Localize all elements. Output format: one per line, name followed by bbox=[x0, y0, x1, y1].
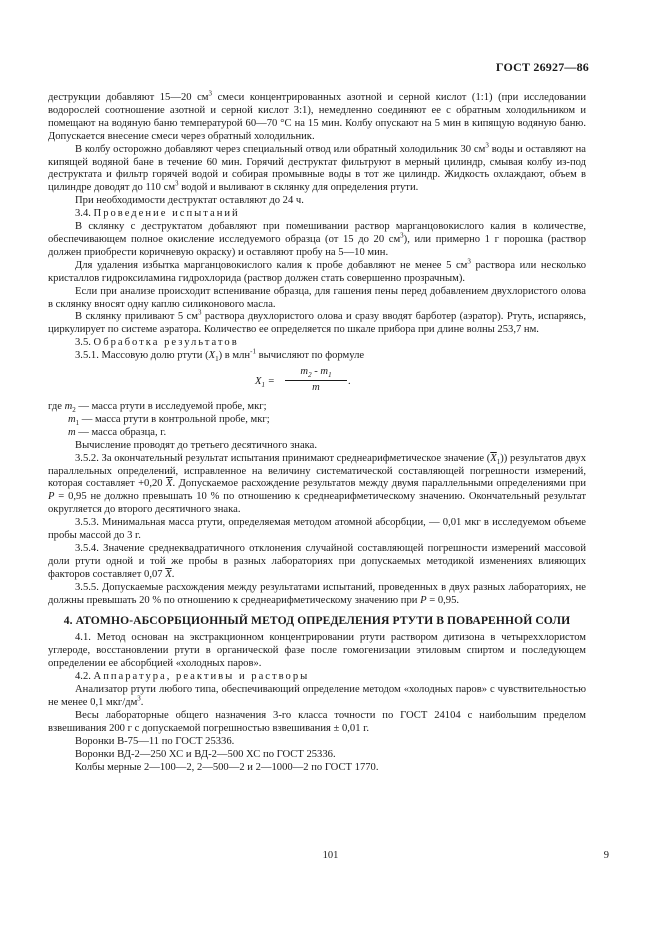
legend-m2: где $m_2$ — масса ртути в исследуемой пробе, мкг; bbox=[48, 401, 267, 415]
formula-fraction bbox=[285, 366, 347, 395]
paragraph: 3.5.1. Массовую долю ртути $(X_1)$ в млн$^{-1}$ вычисляют по формуле bbox=[75, 347, 365, 364]
paragraph: Воронки В-75—11 по ГОСТ 25336. bbox=[75, 735, 235, 747]
paragraph: 3.5.2. За окончательный результат испытания принимают среднеарифметическое значение $(\overline{X}_1)$) результатов двух параллельных определений, исправленное на величину систематической составляющей погрешности измерений, которая составляет +0,20 $\overline{X}$. Допускаемое расхождение результатов между двумя параллельными определениями при P = 0,95 не должно превышать 10 % по отношению к среднеарифметическому значению. Окончательный результат округляется до второго десятичного знака. bbox=[48, 452, 586, 516]
paragraph: 3.5.3. Минимальная масса ртути, определяемая методом атомной абсорбции, — 0,01 мкг в исследуемом объеме пробы массой до 3 г. bbox=[48, 517, 586, 542]
page-number: 9 bbox=[603, 850, 609, 861]
formula: $X_1$ = $\frac{m_2 - m_1}{m}$ . bbox=[255, 366, 351, 393]
paragraph: Если при анализе происходит вспенивание образца, для гашения пены перед добавлением двухлористого олова в склянку вносят одну каплю силиконового масла. bbox=[48, 285, 586, 310]
legend-m: m — масса образца, г. bbox=[68, 426, 167, 438]
paragraph: В склянку с деструктатом добавляют при помешивании раствор марганцовокислого калия в количестве, обеспечивающем полное окисление исследуемого образца (от 15 до 20 $см^3$), или примерно 1 г порошка (раствор должен приобрести коричневую окраску) и оставляют пробу на 5—10 мин. bbox=[48, 221, 586, 258]
print-page-number: 101 bbox=[322, 850, 339, 861]
paragraph: Колбы мерные 2—100—2, 2—500—2 и 2—1000—2 по ГОСТ 1770. bbox=[75, 761, 379, 773]
paragraph: Вычисление проводят до третьего десятичного знака. bbox=[75, 439, 318, 451]
subsection-heading-3-4: 3.4. Проведение испытаний bbox=[75, 208, 240, 220]
section-heading-4: 4. АТОМНО-АБСОРБЦИОННЫЙ МЕТОД ОПРЕДЕЛЕНИЯ РТУТИ В ПОВАРЕННОЙ СОЛИ bbox=[63, 613, 571, 627]
paragraph: При необходимости деструктат оставляют до 24 ч. bbox=[75, 195, 304, 207]
formula-denominator: m bbox=[312, 381, 320, 393]
paragraph: Весы лабораторные общего назначения 3-го класса точности по ГОСТ 24104 с наибольшим пределом взвешивания 200 г с допускаемой погрешностью взвешивания ± 0,01 г. bbox=[48, 709, 586, 734]
legend-m1: $m_1$ — масса ртути в контрольной пробе, мкг; bbox=[68, 413, 270, 428]
paragraph: деструкции добавляют 15—20 $см^3$ смеси концентрированных азотной и серной кислот (1:1) (при исследовании водорослей соотношение азотной и серной кислот 3:1), немедленно соединяют ее с обратным холодильником и помещают на водяную баню температурой 60—70 °С на 15 мин. Колбу опускают на 5 мин в кипящую водяную баню. Допускается внесение смеси через обратный холодильник. bbox=[48, 89, 586, 142]
paragraph: В колбу осторожно добавляют через специальный отвод или обратный холодильник 30 $см^3$ воды и оставляют на кипящей водяной бане в течение 60 мин. Горячий деструктат фильтруют в мерный цилиндр, смывая колбу из-под деструктата и фильтр горячей водой и собирая промывные воды в тот же цилиндр. Жидкость охлаждают, объем в цилиндре доводят до 110 $см^3$ водой и выливают в склянку для определения ртути. bbox=[48, 141, 586, 194]
paragraph: 3.5.5. Допускаемые расхождения между результатами испытаний, проведенных в двух разных лабораториях, не должны превышать 20 % по отношению к среднеарифметическому значению при P = 0,95. bbox=[48, 581, 586, 606]
paragraph: В склянку приливают 5 $см^3$ раствора двухлористого олова и сразу вводят барботер (аэратор). Ртуть, испаряясь, циркулирует по системе аэратора. Количество ее определяется по шкале прибора при длине волны 253,7 нм. bbox=[48, 308, 586, 336]
paragraph: 4.1. Метод основан на экстракционном концентрировании ртути раствором дитизона в четыреххлористом углероде, восстановлении ртути в органической фазе после гомогенизации этиловым спиртом и последующем определении ее абсорбцией «холодных паров». bbox=[48, 632, 586, 670]
paragraph: 3.5.4. Значение среднеквадратичного отклонения случайной составляющей погрешности измерений массовой доли ртути одной и той же пробы в разных лабораториях при допускаемых методикой изменениях влияющих факторов составляет 0,07 $\overline{X}$. bbox=[48, 543, 586, 580]
paragraph: Анализатор ртути любого типа, обеспечивающий определение методом «холодных паров» с чувствительностью не менее 0,1 мкг/$дм^3$. bbox=[48, 684, 586, 708]
subsection-heading-3-5: 3.5. Обработка результатов bbox=[75, 337, 239, 349]
formula-numerator: $m_2 - m_1$ bbox=[285, 366, 347, 381]
paragraph: Воронки ВД-2—250 ХС и ВД-2—500 ХС по ГОСТ 25336. bbox=[75, 748, 336, 760]
subsection-heading-4-2: 4.2. Аппаратура, реактивы и растворы bbox=[75, 671, 310, 683]
paragraph: Для удаления избытка марганцовокислого калия к пробе добавляют не менее 5 $см^3$ раствора или несколько кристаллов гидроксиламина гидрохлорида (раствор должен стать совершенно прозрачным). bbox=[48, 257, 586, 284]
document-code: ГОСТ 26927—86 bbox=[495, 60, 589, 74]
document-body bbox=[48, 89, 586, 774]
formula-lhs: $X_1$ = bbox=[255, 376, 275, 390]
